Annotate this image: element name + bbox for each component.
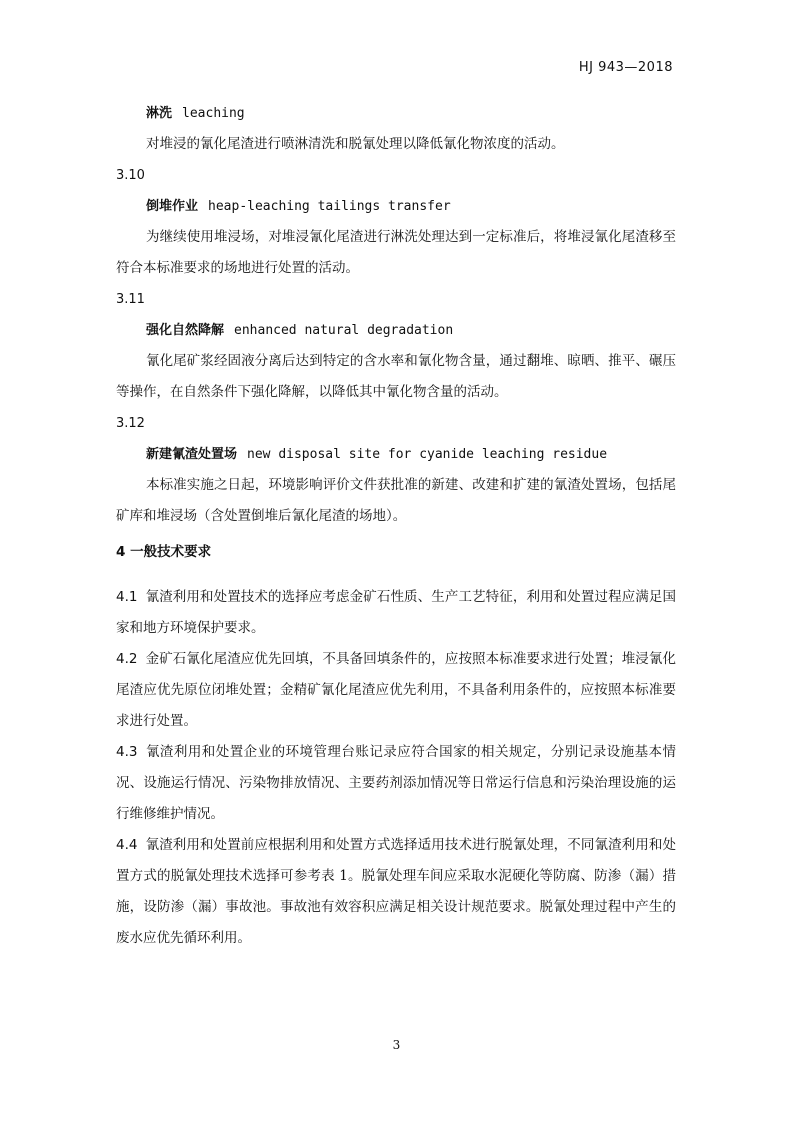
clause-number: 4.1 xyxy=(116,589,138,605)
clause xyxy=(116,644,676,737)
term-definition: 氰化尾矿浆经固液分离后达到特定的含水率和氰化物含量，通过翻堆、晾晒、推平、碾压等操作，在自然条件下强化降解，以降低其中氰化物含量的活动。 xyxy=(116,353,676,400)
term-zh: 倒堆作业 xyxy=(146,199,199,214)
page-content xyxy=(116,98,676,954)
term-definition: 本标准实施之日起，环境影响评价文件获批准的新建、改建和扩建的氰渣处置场，包括尾矿库和堆浸场（含处置倒堆后氰化尾渣的场地）。 xyxy=(116,477,676,524)
clause-number: 4.3 xyxy=(116,744,138,760)
clause xyxy=(116,830,676,954)
term-en: heap-leaching tailings transfer xyxy=(208,199,451,214)
clause-number: 4.2 xyxy=(116,651,138,667)
clause xyxy=(116,737,676,830)
term-en: new disposal site for cyanide leaching residue xyxy=(247,447,608,462)
standard-code: HJ 943—2018 xyxy=(578,60,673,75)
clause-text: 氰渣利用和处置前应根据利用和处置方式选择适用技术进行脱氰处理，不同氰渣利用和处置方式的脱氰处理技术选择可参考表 1。脱氰处理车间应采取水泥硬化等防腐、防渗（漏）措施，设防渗（漏）事故池。事故池有效容积应满足相关设计规范要求。脱氰处理过程中产生的废水应优先循环利用。 xyxy=(116,837,676,946)
term-zh: 新建氰渣处置场 xyxy=(146,447,238,462)
clause xyxy=(116,582,676,644)
term-definition: 为继续使用堆浸场，对堆浸氰化尾渣进行淋洗处理达到一定标准后，将堆浸氰化尾渣移至符合本标准要求的场地进行处置的活动。 xyxy=(116,229,676,276)
term-en: enhanced natural degradation xyxy=(234,323,454,338)
term-heading xyxy=(116,98,676,129)
clause-text: 金矿石氰化尾渣应优先回填，不具备回填条件的，应按照本标准要求进行处置；堆浸氰化尾渣应优先原位闭堆处置；金精矿氰化尾渣应优先利用，不具备利用条件的，应按照本标准要求进行处置。 xyxy=(116,651,676,729)
page-number: 3 xyxy=(392,1038,401,1052)
term-heading xyxy=(116,439,676,470)
clause-text: 氰渣利用和处置技术的选择应考虑金矿石性质、生产工艺特征，利用和处置过程应满足国家和地方环境保护要求。 xyxy=(116,589,676,636)
section-title: 4 一般技术要求 xyxy=(116,544,212,560)
term-heading xyxy=(116,315,676,346)
clause-number: 4.4 xyxy=(116,837,138,853)
clause-text: 氰渣利用和处置企业的环境管理台账记录应符合国家的相关规定，分别记录设施基本情况、设施运行情况、污染物排放情况、主要药剂添加情况等日常运行信息和污染治理设施的运行维修维护情况。 xyxy=(116,744,676,822)
term-number: 3.10 xyxy=(116,168,145,183)
term-zh: 淋洗 xyxy=(146,106,173,121)
term-zh: 强化自然降解 xyxy=(146,323,225,338)
term-heading xyxy=(116,191,676,222)
term-definition: 对堆浸的氰化尾渣进行喷淋清洗和脱氰处理以降低氰化物浓度的活动。 xyxy=(146,136,565,152)
term-number: 3.11 xyxy=(116,292,145,307)
term-en: leaching xyxy=(182,106,245,121)
term-number: 3.12 xyxy=(116,416,145,431)
